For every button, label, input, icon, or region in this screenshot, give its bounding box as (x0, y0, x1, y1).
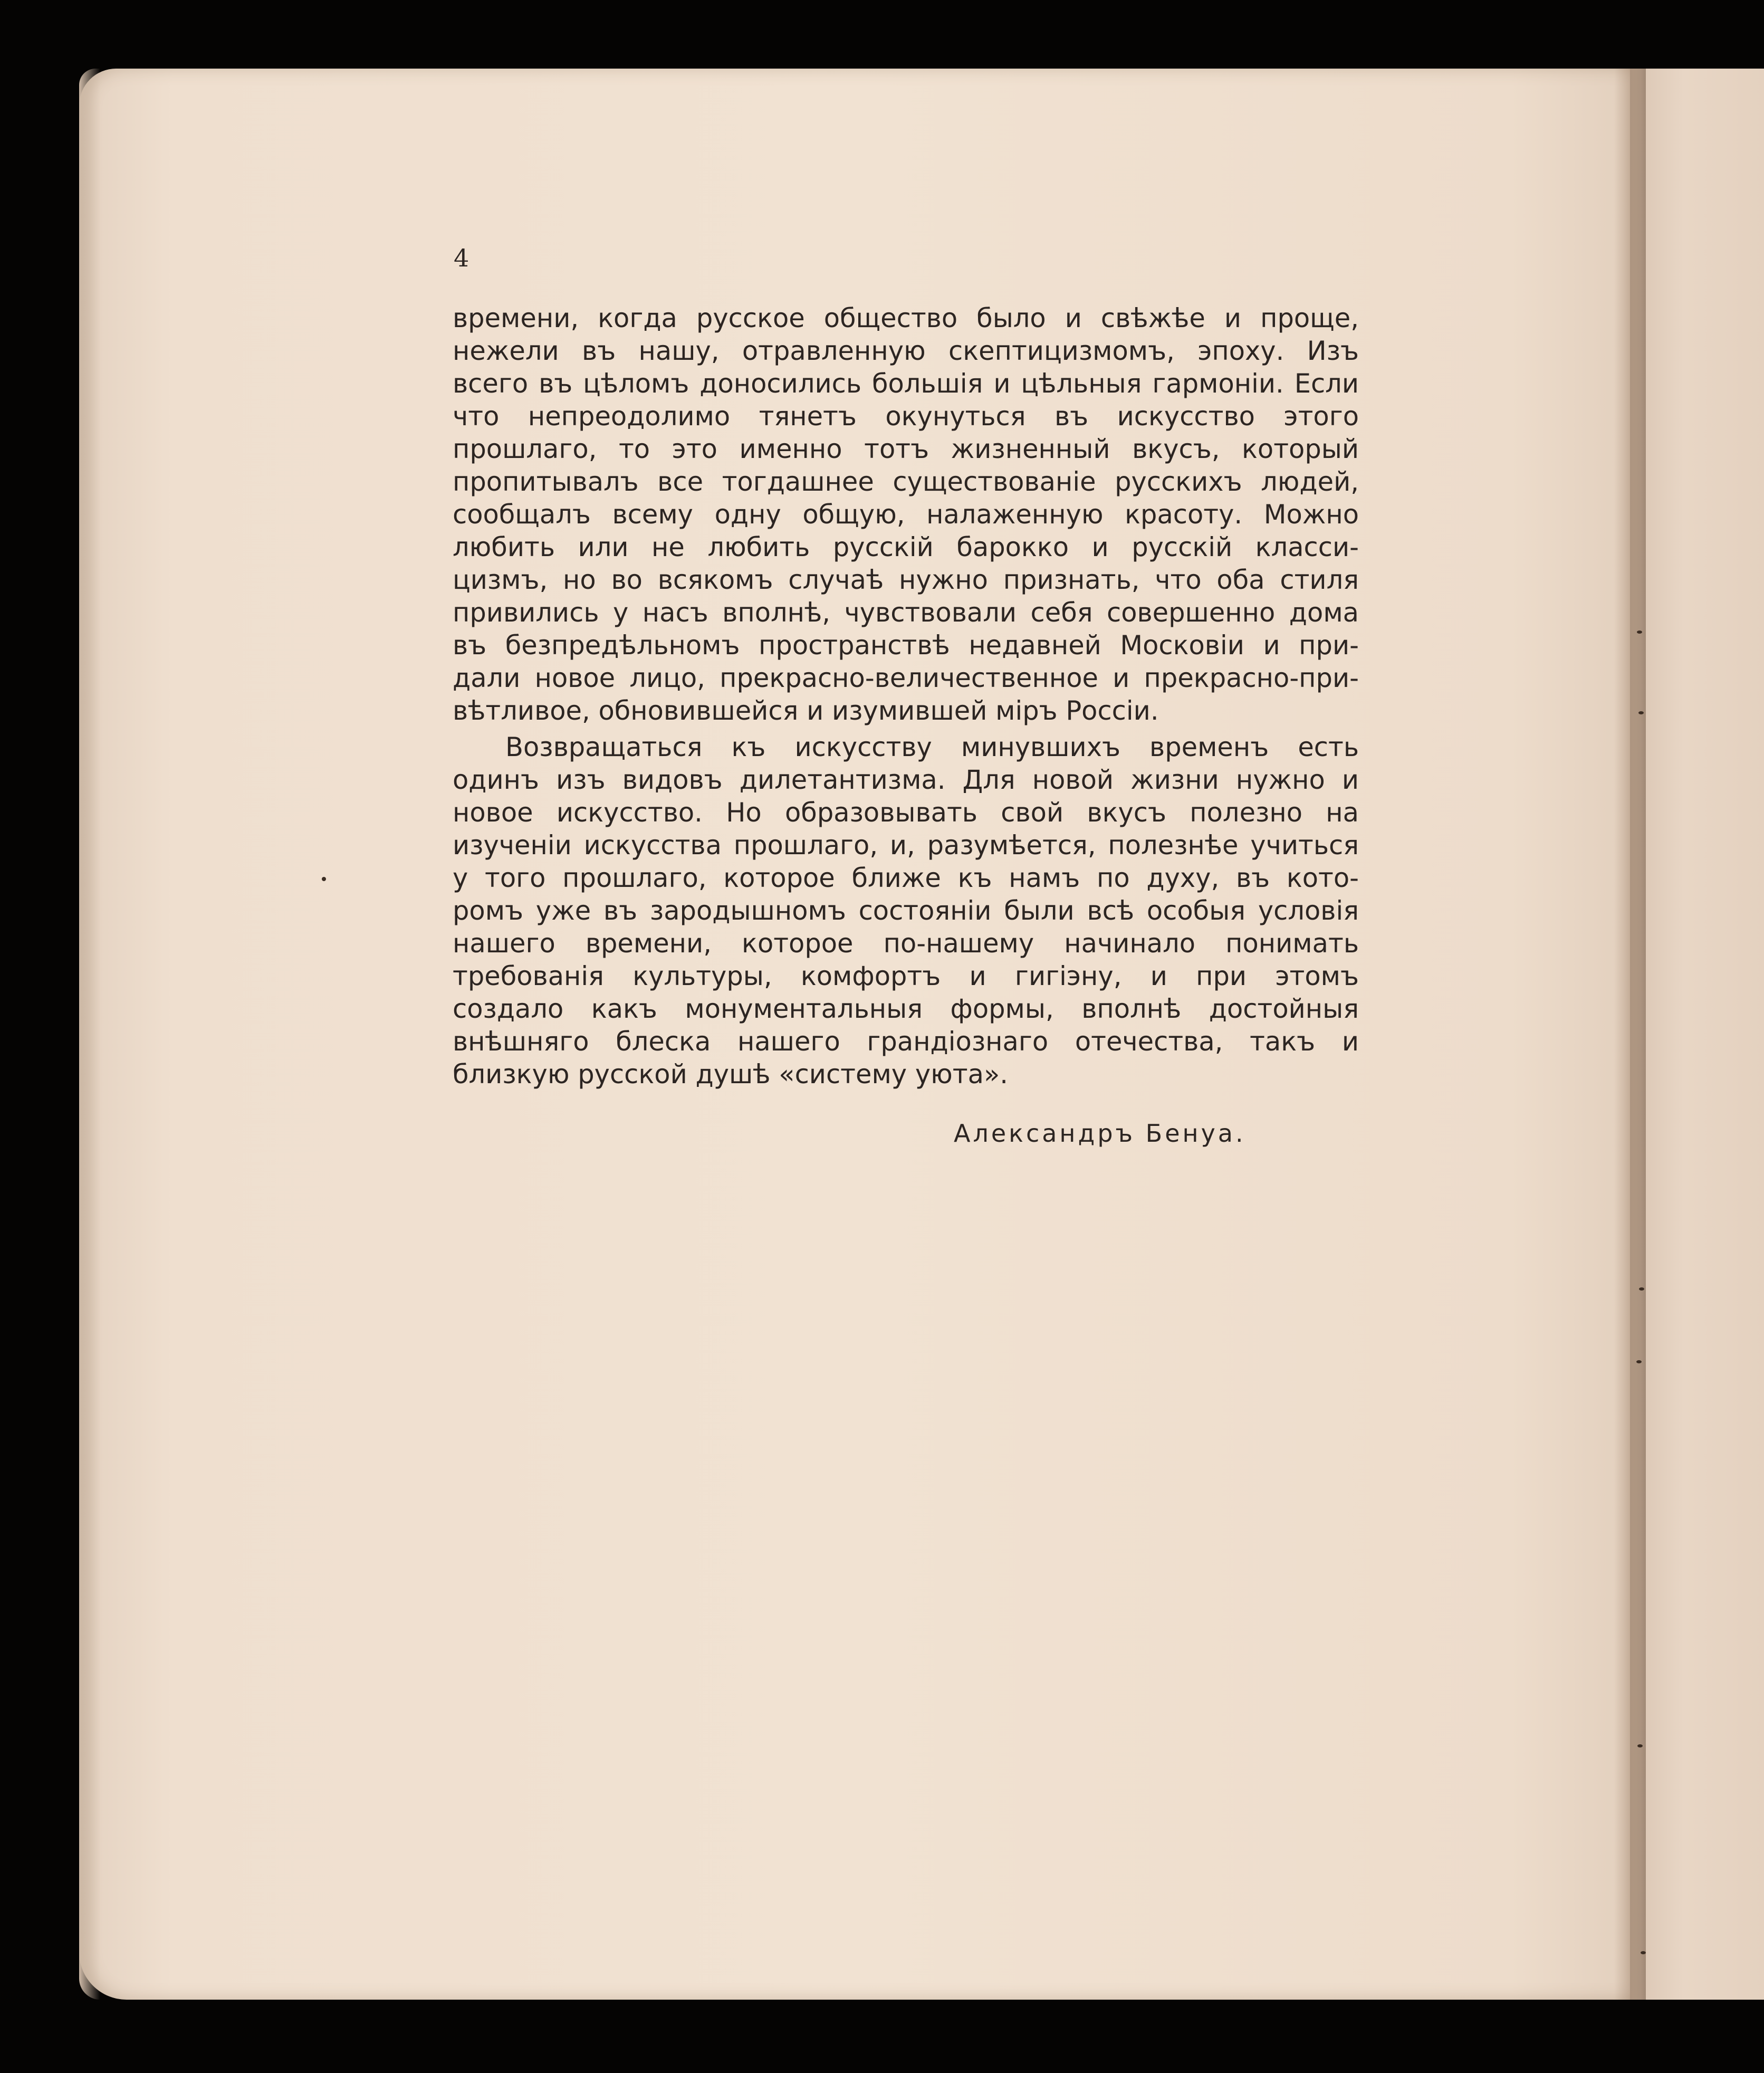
text-line: одинъ изъ видовъ дилетантизма. Для новой жизни нужно и (453, 765, 1359, 795)
text-line: всего въ цѣломъ доносились большія и цѣльныя гармоніи. Если (453, 368, 1359, 399)
paper-speck (1638, 711, 1644, 714)
paragraph-1 (453, 302, 1359, 727)
text-line: нежели въ нашу, отравленную скептицизмомъ, эпоху. Изъ (453, 336, 1359, 366)
paper-speck (1637, 631, 1642, 634)
text-line: новое искусство. Но образовывать свой вкусъ полезно на (453, 797, 1359, 828)
text-line: въ безпредѣльномъ пространствѣ недавней Московіи и при- (453, 630, 1359, 661)
text-line: что непреодолимо тянетъ окунуться въ искусство этого (453, 401, 1359, 432)
text-line: любить или не любить русскій барокко и русскій класси- (453, 532, 1359, 562)
author-signature: Александръ Бенуа. (954, 1119, 1246, 1148)
right-page-edge (1630, 69, 1764, 2000)
paper-speck (1639, 1287, 1644, 1291)
text-line: требованія культуры, комфортъ и гигіэну, и при этомъ (453, 961, 1359, 991)
text-line: вѣтливое, обновившейся и изумившей міръ Россіи. (453, 695, 1159, 726)
paper-speck (322, 877, 326, 881)
text-line: привились у насъ вполнѣ, чувствовали себя совершенно дома (453, 597, 1359, 628)
text-line: у того прошлаго, которое ближе къ намъ по духу, въ кото- (453, 863, 1359, 893)
left-page-edge (79, 69, 100, 2000)
text-line: нашего времени, которое по-нашему начинало понимать (453, 928, 1359, 959)
text-line: дали новое лицо, прекрасно-величественное и прекрасно-при- (453, 663, 1359, 693)
text-line: прошлаго, то это именно тотъ жизненный вкусъ, который (453, 434, 1359, 464)
book-gutter (1614, 69, 1646, 2000)
text-line: внѣшняго блеска нашего грандіознаго отечества, такъ и (453, 1026, 1359, 1057)
paper-speck (1641, 1951, 1646, 1954)
text-line: сообщалъ всему одну общую, налаженную красоту. Можно (453, 499, 1359, 530)
text-line: пропитывалъ все тогдашнее существованіе русскихъ людей, (453, 466, 1359, 497)
page-number: 4 (454, 244, 469, 272)
paper-speck (1637, 1744, 1643, 1747)
paper-speck (1636, 1360, 1642, 1363)
text-line: Возвращаться къ искусству минувшихъ временъ есть (505, 732, 1359, 762)
text-line: близкую русской душѣ «систему уюта». (453, 1059, 1008, 1090)
text-line: изученіи искусства прошлаго, и, разумѣется, полезнѣе учиться (453, 830, 1359, 861)
text-line: цизмъ, но во всякомъ случаѣ нужно признать, что оба стиля (453, 565, 1359, 595)
paragraph-2 (453, 731, 1359, 1091)
text-line: создало какъ монументальныя формы, вполнѣ достойныя (453, 993, 1359, 1024)
text-line: времени, когда русское общество было и свѣжѣе и проще, (453, 303, 1359, 333)
text-line: ромъ уже въ зародышномъ состояніи были всѣ особыя условія (453, 895, 1359, 926)
